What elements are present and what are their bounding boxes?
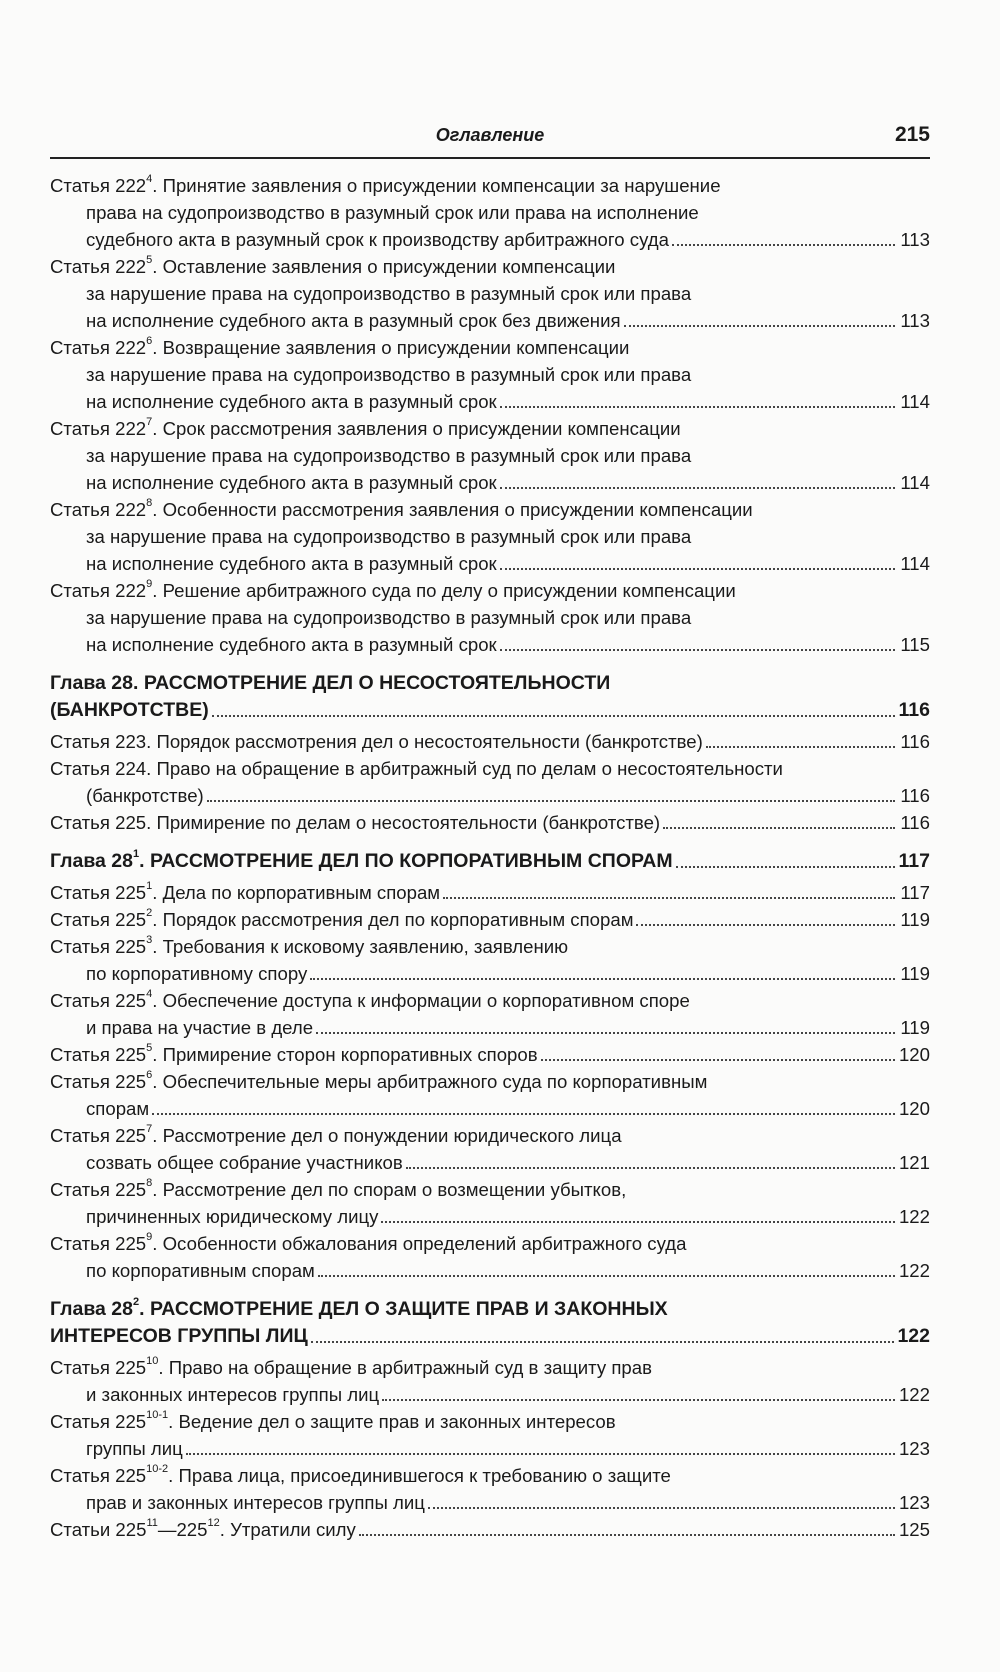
toc-page-number: 122 — [898, 1260, 930, 1281]
toc-line — [50, 1095, 930, 1122]
toc-page-number: 120 — [898, 1044, 930, 1065]
toc-line — [50, 755, 930, 782]
toc-line-text: Статья $225^1$. Дела по корпоративным спорам — [50, 879, 441, 903]
toc-chapter[interactable] — [50, 1296, 930, 1350]
toc-line-text: (банкротстве) — [86, 785, 204, 806]
toc-article[interactable] — [50, 253, 930, 334]
dot-leader — [186, 1452, 895, 1455]
toc-line-text: Статья $225^3$. Требования к исковому заявлению, заявлению — [50, 933, 569, 957]
dot-leader — [500, 567, 895, 570]
toc-line-text: Статья $225^4$. Обеспечение доступа к информации о корпоративном споре — [50, 987, 690, 1011]
toc-line — [50, 1014, 930, 1041]
dot-leader — [406, 1166, 895, 1169]
toc-line-text: Статья 225$^{10-1}$. Ведение дел о защите прав и законных интересов — [50, 1408, 616, 1432]
toc-line — [50, 1122, 930, 1149]
toc-line — [50, 1203, 930, 1230]
toc-line-text: на исполнение судебного акта в разумный срок — [86, 472, 497, 493]
toc-line — [50, 1257, 930, 1284]
toc-page-number: 113 — [900, 310, 930, 331]
toc-line — [50, 226, 930, 253]
dot-leader — [663, 826, 895, 829]
toc-line-text: прав и законных интересов группы лиц — [86, 1492, 425, 1513]
toc-line — [50, 1041, 930, 1068]
toc-line — [50, 469, 930, 496]
toc-line-text: на исполнение судебного акта в разумный срок — [86, 553, 497, 574]
toc-line-text: Статья $222^8$. Особенности рассмотрения заявления о присуждении компенсации — [50, 496, 753, 520]
toc-line — [50, 307, 930, 334]
toc-line-text: Глава $28^1$. РАССМОТРЕНИЕ ДЕЛ ПО КОРПОРАТИВНЫМ СПОРАМ — [50, 847, 673, 872]
running-header — [50, 117, 930, 159]
toc-line-text: по корпоративному спору — [86, 963, 308, 984]
toc-line — [50, 848, 930, 875]
toc-article[interactable] — [50, 1516, 930, 1543]
toc-line-text: спорам — [86, 1098, 150, 1119]
toc-line — [50, 415, 930, 442]
dot-leader — [706, 745, 895, 748]
toc-line — [50, 697, 930, 724]
toc-line-text: и законных интересов группы лиц — [86, 1384, 380, 1405]
dot-leader — [152, 1112, 895, 1115]
toc-line — [50, 604, 930, 631]
dot-leader — [316, 1031, 895, 1034]
toc-page-number: 114 — [900, 472, 930, 493]
toc-line — [50, 1435, 930, 1462]
toc-page-number: 114 — [900, 553, 930, 574]
toc-line-text: Статья 224. Право на обращение в арбитражный суд по делам о несостоятельности — [50, 758, 783, 779]
toc-page-number: 115 — [900, 634, 930, 655]
toc-article[interactable] — [50, 1068, 930, 1122]
toc-line — [50, 728, 930, 755]
toc-line-text: группы лиц — [86, 1438, 183, 1459]
dot-leader — [500, 486, 895, 489]
toc-line — [50, 199, 930, 226]
toc-line-text: Статья $225^8$. Рассмотрение дел по спорам о возмещении убытков, — [50, 1176, 627, 1200]
toc-line — [50, 933, 930, 960]
toc-page-number: 120 — [898, 1098, 930, 1119]
toc-line — [50, 442, 930, 469]
toc-line-text: Статья $225^6$. Обеспечительные меры арбитражного суда по корпоративным — [50, 1068, 708, 1092]
toc-article[interactable] — [50, 1041, 930, 1068]
toc-line — [50, 906, 930, 933]
dot-leader — [636, 923, 895, 926]
toc-line-text: за нарушение права на судопроизводство в разумный срок или права — [86, 364, 692, 385]
header-title: Оглавление — [435, 125, 545, 145]
dot-leader — [318, 1274, 895, 1277]
dot-leader — [624, 324, 895, 327]
toc-line-text: за нарушение права на судопроизводство в разумный срок или права — [86, 445, 692, 466]
toc-page-number: 117 — [898, 850, 930, 872]
toc-page-number: 116 — [900, 731, 930, 752]
dot-leader — [428, 1506, 895, 1509]
toc-chapter[interactable] — [50, 670, 930, 724]
toc-line-text: судебного акта в разумный срок к производству арбитражного суда — [86, 229, 669, 250]
toc-article[interactable] — [50, 1354, 930, 1408]
toc-line-text: Статья $225^2$. Порядок рассмотрения дел по корпоративным спорам — [50, 906, 634, 930]
toc-article[interactable] — [50, 755, 930, 809]
toc-line — [50, 1230, 930, 1257]
toc-line — [50, 1354, 930, 1381]
toc-line — [50, 280, 930, 307]
toc-line-text: Глава 28. РАССМОТРЕНИЕ ДЕЛ О НЕСОСТОЯТЕЛЬНОСТИ — [50, 672, 611, 694]
toc-line-text: Статья $222^4$. Принятие заявления о присуждении компенсации за нарушение — [50, 172, 721, 196]
toc-page-number: 121 — [898, 1152, 930, 1173]
toc-line-text: Статья $225^7$. Рассмотрение дел о понуждении юридического лица — [50, 1122, 622, 1146]
dot-leader — [207, 799, 895, 802]
toc-line-text: права на судопроизводство в разумный срок или права на исполнение — [86, 202, 699, 223]
toc-page-number: 119 — [900, 963, 930, 984]
toc-article[interactable] — [50, 496, 930, 577]
toc-line-text: Статья 225. Примирение по делам о несостоятельности (банкротстве) — [50, 812, 661, 833]
toc-article[interactable] — [50, 809, 930, 836]
toc-line — [50, 550, 930, 577]
dot-leader — [541, 1058, 895, 1061]
toc-line-text: (БАНКРОТСТВЕ) — [50, 699, 209, 721]
toc-line — [50, 253, 930, 280]
toc-page-number: 114 — [900, 391, 930, 412]
toc-line-text: Статья 225$^{10-2}$. Права лица, присоединившегося к требованию о защите — [50, 1462, 671, 1486]
toc-line — [50, 361, 930, 388]
toc-line — [50, 1149, 930, 1176]
toc-line — [50, 1462, 930, 1489]
toc-page-number: 123 — [898, 1438, 930, 1459]
dot-leader — [310, 977, 895, 980]
dot-leader — [359, 1533, 895, 1536]
dot-leader — [672, 243, 895, 246]
toc-article[interactable] — [50, 1462, 930, 1516]
toc-line-text: по корпоративным спорам — [86, 1260, 315, 1281]
toc-line-text: Статья $222^5$. Оставление заявления о присуждении компенсации — [50, 253, 616, 277]
toc-line — [50, 1296, 930, 1323]
toc-line-text: Статья $222^9$. Решение арбитражного суда по делу о присуждении компенсации — [50, 577, 736, 601]
toc-line — [50, 577, 930, 604]
toc-line — [50, 1516, 930, 1543]
toc-line-text: на исполнение судебного акта в разумный срок — [86, 391, 497, 412]
toc-line-text: Статья $222^6$. Возвращение заявления о присуждении компенсации — [50, 334, 630, 358]
dot-leader — [382, 1398, 895, 1401]
toc-line-text: ИНТЕРЕСОВ ГРУППЫ ЛИЦ — [50, 1325, 308, 1347]
toc-page-number: 125 — [898, 1519, 930, 1540]
toc-line — [50, 172, 930, 199]
toc-article[interactable] — [50, 987, 930, 1041]
toc-page-number: 116 — [898, 699, 930, 721]
toc-page-number: 117 — [900, 882, 930, 903]
toc-line — [50, 987, 930, 1014]
toc-line-text: Глава $28^2$. РАССМОТРЕНИЕ ДЕЛ О ЗАЩИТЕ ПРАВ И ЗАКОННЫХ — [50, 1295, 668, 1320]
toc-article[interactable] — [50, 172, 930, 253]
dot-leader — [443, 896, 895, 899]
toc-line — [50, 670, 930, 697]
toc-page-number: 116 — [900, 785, 930, 806]
toc-line-text: Статья $225^9$. Особенности обжалования определений арбитражного суда — [50, 1230, 687, 1254]
toc-line — [50, 334, 930, 361]
toc-line-text: созвать общее собрание участников — [86, 1152, 403, 1173]
toc-article[interactable] — [50, 933, 930, 987]
toc-line-text: Статья 223. Порядок рассмотрения дел о несостоятельности (банкротстве) — [50, 731, 703, 752]
page-number: 215 — [894, 123, 930, 146]
toc-line — [50, 809, 930, 836]
toc-article[interactable] — [50, 415, 930, 496]
toc-line — [50, 1489, 930, 1516]
toc-page-number: 122 — [897, 1325, 930, 1347]
toc-article[interactable] — [50, 334, 930, 415]
toc-line — [50, 1381, 930, 1408]
toc-line-text: за нарушение права на судопроизводство в разумный срок или права — [86, 607, 692, 628]
toc-line — [50, 1408, 930, 1435]
toc-page-number: 123 — [898, 1492, 930, 1513]
toc-line-text: Статья $225^{10}$. Право на обращение в арбитражный суд в защиту прав — [50, 1354, 652, 1378]
toc-line-text: за нарушение права на судопроизводство в разумный срок или права — [86, 526, 692, 547]
toc-page-number: 122 — [898, 1206, 930, 1227]
dot-leader — [311, 1340, 895, 1343]
toc-line — [50, 388, 930, 415]
toc-article[interactable] — [50, 879, 930, 906]
toc-article[interactable] — [50, 1122, 930, 1176]
toc-article[interactable] — [50, 577, 930, 658]
toc-line-text: на исполнение судебного акта в разумный срок без движения — [86, 310, 621, 331]
dot-leader — [500, 648, 895, 651]
toc-line-text: и права на участие в деле — [86, 1017, 314, 1038]
toc-line — [50, 496, 930, 523]
toc-page-number: 116 — [900, 812, 930, 833]
toc-page-number: 122 — [898, 1384, 930, 1405]
toc-line — [50, 1068, 930, 1095]
toc-article[interactable] — [50, 1408, 930, 1462]
toc-article[interactable] — [50, 728, 930, 755]
toc-line-text: причиненных юридическому лицу — [86, 1206, 379, 1227]
toc-line — [50, 782, 930, 809]
table-of-contents — [50, 172, 930, 1543]
toc-line-text: Статьи $225^{11}—225^{12}$. Утратили силу — [50, 1516, 356, 1540]
dot-leader — [500, 405, 895, 408]
toc-line-text: Статья $222^7$. Срок рассмотрения заявления о присуждении компенсации — [50, 415, 681, 439]
toc-line — [50, 1176, 930, 1203]
toc-line — [50, 960, 930, 987]
dot-leader — [381, 1220, 895, 1223]
toc-page-number: 113 — [900, 229, 930, 250]
toc-line-text: Статья $225^5$. Примирение сторон корпоративных споров — [50, 1041, 538, 1065]
toc-line — [50, 1323, 930, 1350]
toc-line — [50, 523, 930, 550]
dot-leader — [676, 865, 895, 868]
toc-article[interactable] — [50, 1230, 930, 1284]
toc-line-text: за нарушение права на судопроизводство в разумный срок или права — [86, 283, 692, 304]
toc-page-number: 119 — [900, 1017, 930, 1038]
dot-leader — [212, 714, 895, 717]
toc-article[interactable] — [50, 1176, 930, 1230]
toc-chapter[interactable] — [50, 848, 930, 875]
toc-page-number: 119 — [900, 909, 930, 930]
toc-line-text: на исполнение судебного акта в разумный срок — [86, 634, 497, 655]
toc-line — [50, 879, 930, 906]
toc-article[interactable] — [50, 906, 930, 933]
toc-line — [50, 631, 930, 658]
